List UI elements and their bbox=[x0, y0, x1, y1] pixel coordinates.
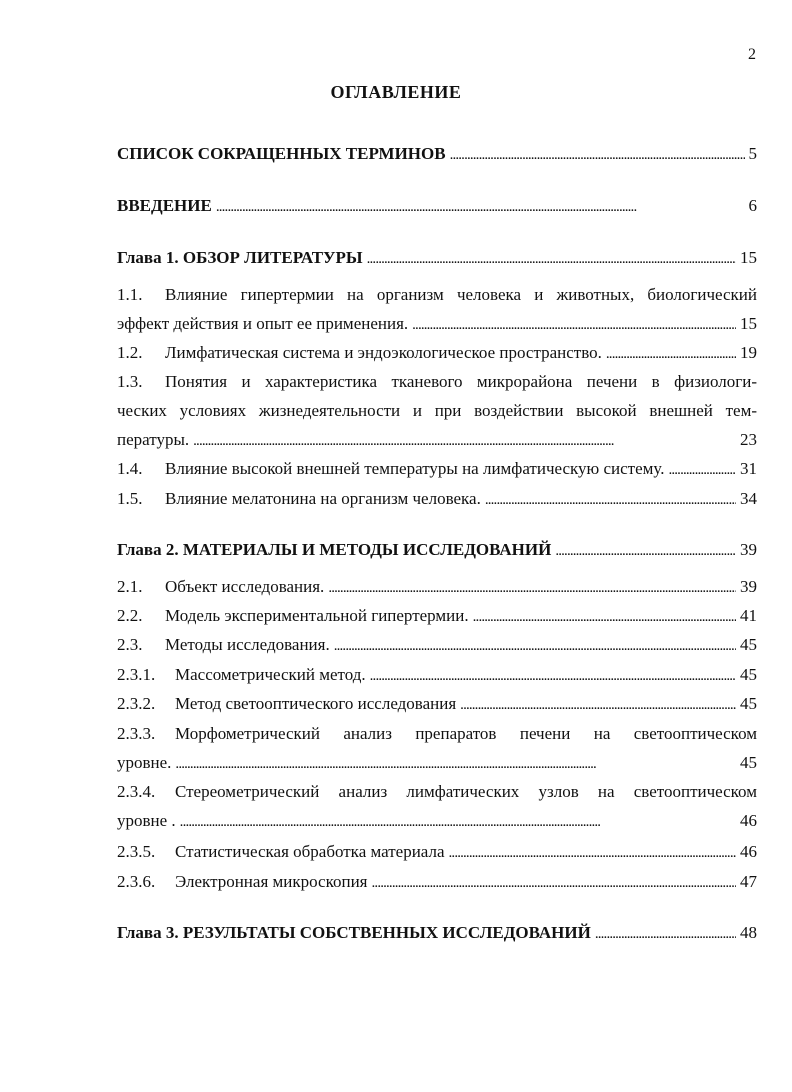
entry-page: 5 bbox=[748, 144, 757, 163]
dot-leader bbox=[193, 425, 736, 456]
entry-line bbox=[117, 777, 757, 806]
entry-number: 1.3. bbox=[117, 372, 143, 391]
toc-entry-chapter-2[interactable] bbox=[117, 535, 757, 564]
entry-page: 31 bbox=[740, 459, 757, 478]
dot-leader bbox=[485, 484, 736, 515]
dot-leader bbox=[460, 689, 736, 720]
dot-leader bbox=[328, 572, 736, 603]
entry-line: ческих условиях жизнедеятельности и при воздействии высокой внешней тем- bbox=[117, 401, 757, 420]
entry-number: 2.3.2. bbox=[117, 694, 156, 713]
entry-page: 41 bbox=[740, 606, 757, 625]
entry-number: 1.1. bbox=[117, 285, 143, 304]
entry-page: 46 bbox=[740, 811, 757, 830]
dot-leader bbox=[450, 139, 745, 170]
entry-title: Морфометрический анализ препаратов печени на светооптическом bbox=[175, 724, 757, 743]
toc-entry-2-3-6[interactable] bbox=[117, 867, 757, 896]
entry-title: ВВЕДЕНИЕ bbox=[117, 196, 212, 215]
entry-line bbox=[117, 280, 757, 309]
toc-entry-1-4[interactable] bbox=[117, 454, 757, 483]
toc-entry-1-3[interactable] bbox=[117, 367, 757, 454]
entry-title: 1.4. Влияние высокой внешней температуры на лимфатическую систему. bbox=[117, 454, 664, 483]
entry-number: 2.3.4. bbox=[117, 782, 156, 801]
toc-entry-2-2[interactable] bbox=[117, 601, 757, 630]
toc-entry-2-3-3[interactable] bbox=[117, 719, 757, 777]
toc-entry-2-3[interactable] bbox=[117, 630, 757, 659]
entry-title: 2.3.2. Метод светооптического исследования bbox=[117, 689, 456, 718]
entry-page: 15 bbox=[740, 314, 757, 333]
entry-page: 45 bbox=[740, 665, 757, 684]
entry-page: 45 bbox=[740, 694, 757, 713]
toc-entry-2-1[interactable] bbox=[117, 572, 757, 601]
entry-number: 2.3.6. bbox=[117, 872, 156, 891]
entry-title-cont: пературы. bbox=[117, 430, 190, 449]
entry-title: 2.3.1. Массометрический метод. bbox=[117, 660, 366, 689]
entry-line bbox=[117, 719, 757, 748]
toc-entry-2-3-1[interactable] bbox=[117, 660, 757, 689]
toc-entry-2-3-4[interactable] bbox=[117, 777, 757, 835]
entry-title: СПИСОК СОКРАЩЕННЫХ ТЕРМИНОВ bbox=[117, 144, 446, 163]
entry-page: 39 bbox=[740, 577, 757, 596]
toc-entry-2-3-5[interactable] bbox=[117, 837, 757, 866]
entry-page: 6 bbox=[748, 196, 757, 215]
toc-entry-1-1[interactable] bbox=[117, 280, 757, 338]
entry-title: 1.5. Влияние мелатонина на организм человека. bbox=[117, 484, 481, 513]
entry-title: 2.2. Модель экспериментальной гипертермии. bbox=[117, 601, 469, 630]
entry-number: 2.3.1. bbox=[117, 665, 156, 684]
toc-heading: ОГЛАВЛЕНИЕ bbox=[330, 82, 462, 102]
dot-leader bbox=[606, 338, 736, 369]
toc-entry-abbreviations[interactable] bbox=[117, 139, 757, 168]
entry-page: 23 bbox=[740, 430, 757, 449]
entry-title-cont: эффект действия и опыт ее применения. bbox=[117, 314, 409, 333]
dot-leader bbox=[412, 309, 736, 340]
entry-number: 2.3.3. bbox=[117, 724, 156, 743]
entry-title: 2.3.6. Электронная микроскопия bbox=[117, 867, 368, 896]
entry-title: Глава 2. МАТЕРИАЛЫ И МЕТОДЫ ИССЛЕДОВАНИЙ bbox=[117, 540, 552, 559]
entry-number: 2.1. bbox=[117, 577, 143, 596]
dot-leader bbox=[216, 191, 745, 222]
entry-page: 47 bbox=[740, 872, 757, 891]
toc-entry-introduction[interactable] bbox=[117, 191, 757, 220]
dot-leader bbox=[367, 243, 736, 274]
dot-leader bbox=[449, 837, 736, 868]
entry-title: Стереометрический анализ лимфатических узлов на светооптическом bbox=[175, 782, 757, 801]
entry-title: Влияние гипертермии на организм человека и животных, биологический bbox=[165, 285, 757, 304]
entry-line bbox=[117, 367, 757, 396]
entry-title: 2.3. Методы исследования. bbox=[117, 630, 330, 659]
dot-leader bbox=[180, 806, 736, 837]
toc-entry-chapter-3[interactable] bbox=[117, 918, 757, 947]
entry-page: 39 bbox=[740, 540, 757, 559]
dot-leader bbox=[334, 630, 736, 661]
entry-page: 48 bbox=[740, 923, 757, 942]
toc-entry-2-3-2[interactable] bbox=[117, 689, 757, 718]
entry-number: 2.3.5. bbox=[117, 842, 156, 861]
entry-title: 2.1. Объект исследования. bbox=[117, 572, 324, 601]
dot-leader bbox=[668, 454, 736, 485]
dot-leader bbox=[473, 601, 736, 632]
entry-number: 2.3. bbox=[117, 635, 143, 654]
dot-leader bbox=[370, 660, 736, 691]
entry-page: 15 bbox=[740, 248, 757, 267]
entry-title-cont: уровне . bbox=[117, 811, 176, 830]
entry-title: 2.3.5. Статистическая обработка материала bbox=[117, 837, 445, 866]
entry-title: Глава 1. ОБЗОР ЛИТЕРАТУРЫ bbox=[117, 248, 363, 267]
toc-entry-1-2[interactable] bbox=[117, 338, 757, 367]
entry-title-cont: уровне. bbox=[117, 753, 172, 772]
entry-title: Глава 3. РЕЗУЛЬТАТЫ СОБСТВЕННЫХ ИССЛЕДОВАНИЙ bbox=[117, 923, 591, 942]
entry-number: 1.2. bbox=[117, 343, 143, 362]
entry-number: 1.4. bbox=[117, 459, 143, 478]
entry-page: 45 bbox=[740, 635, 757, 654]
page-number: 2 bbox=[748, 46, 756, 63]
entry-title: Понятия и характеристика тканевого микрорайона печени в физиологи- bbox=[165, 372, 757, 391]
dot-leader bbox=[175, 748, 736, 779]
dot-leader bbox=[595, 918, 736, 949]
entry-page: 19 bbox=[740, 343, 757, 362]
entry-number: 2.2. bbox=[117, 606, 143, 625]
dot-leader bbox=[555, 535, 736, 566]
entry-page: 34 bbox=[740, 489, 757, 508]
entry-page: 46 bbox=[740, 842, 757, 861]
entry-title: 1.2. Лимфатическая система и эндоэкологическое пространство. bbox=[117, 338, 602, 367]
entry-page: 45 bbox=[740, 753, 757, 772]
dot-leader bbox=[372, 867, 736, 898]
entry-number: 1.5. bbox=[117, 489, 143, 508]
toc-entry-1-5[interactable] bbox=[117, 484, 757, 513]
toc-entry-chapter-1[interactable] bbox=[117, 243, 757, 272]
